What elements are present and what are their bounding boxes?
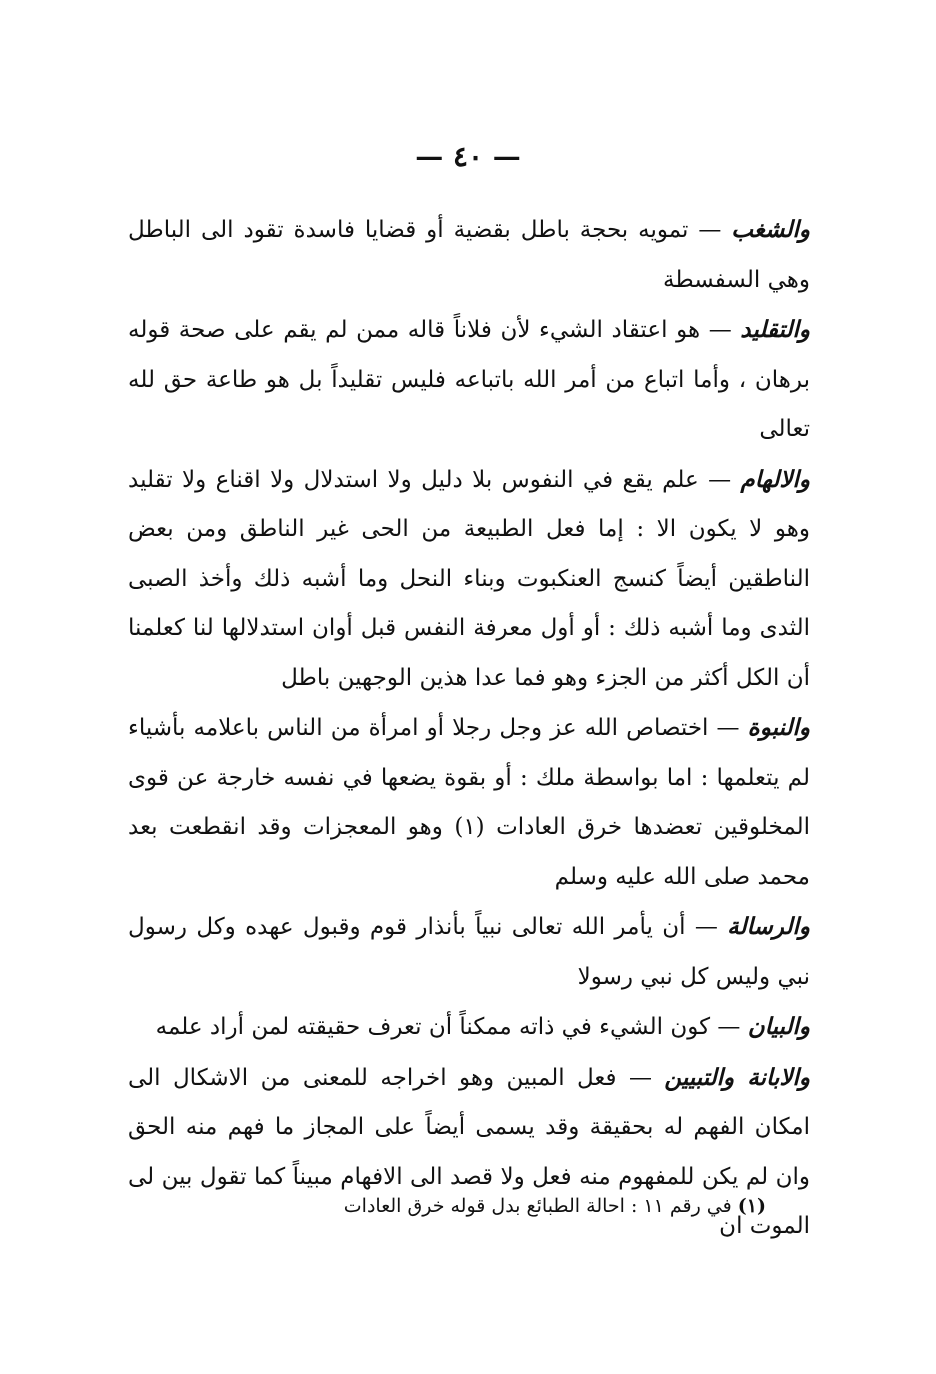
entry-separator: — (698, 466, 741, 493)
page-number: — ٤٠ — (415, 140, 521, 173)
footnote-marker: (١) (737, 1195, 766, 1217)
entry-text: علم يقع في النفوس بلا دليل ولا استدلال ولا اقناع ولا تقليد وهو لا يكون الا : إما فعل الطبيعة من الحى غير الناطق ومن بعض الناطقين أيضاً كنسج العنكبوت وبناء النحل وما أشبه ذلك وأخذ الصبى الثدى وما أشبه ذلك : أو أول معرفة النفس قبل أوان استدلالها لنا كعلمنا أن الكل أكثر من الجزء وهو فما عدا هذين الوجهين باطل (128, 466, 810, 691)
entry-text: كون الشيء في ذاته ممكناً أن تعرف حقيقته لمن أراد علمه (155, 1014, 711, 1040)
entry-separator: — (688, 217, 732, 243)
entry-term: والابانة والتبيين (664, 1063, 810, 1091)
entry-text: اختصاص الله عز وجل رجلا أو امرأة من الناس باعلامه بأشياء لم يتعلمها : اما بواسطة ملك : أو بقوة يضعها في نفسه خارجة عن قوى المخلوقين تعضدها خرق العادات (١) وهو المعجزات وقد انقطعت بعد محمد صلى الله عليه وسلم (128, 715, 811, 890)
entry-separator: — (710, 1014, 748, 1040)
entry-separator: — (685, 914, 728, 940)
entry-separator: — (708, 715, 748, 741)
entry-term: والالهام (740, 465, 810, 493)
definition-entry (128, 703, 810, 902)
entry-term: والتقليد (740, 316, 811, 343)
entry-separator: — (616, 1064, 665, 1091)
entry-term: والنبوة (747, 714, 810, 741)
footnote-text: في رقم ١١ : احالة الطبائع بدل قوله خرق العادات (343, 1195, 732, 1217)
entry-text: فعل المبين وهو اخراجه للمعنى من الاشكال الى امكان الفهم له بحقيقة وقد يسمى أيضاً على المجاز ما فهم منه الحق وان لم يكن للمفهوم منه فعل ولا قصد الى الافهام مبيناً كما تقول بين لى الموت ان (128, 1064, 810, 1239)
entry-term: والبيان (747, 1013, 810, 1040)
entry-separator: — (700, 317, 741, 343)
body-text (128, 205, 810, 1252)
entry-text: هو اعتقاد الشيء لأن فلاناً قاله ممن لم يقم على صحة قوله برهان ، وأما اتباع من أمر الله باتباعه فليس تقليداً بل هو طاعة حق لله تعالى (128, 317, 810, 442)
definition-entry (128, 305, 810, 455)
footnote (206, 1188, 766, 1224)
definition-entry (128, 1002, 810, 1053)
definition-entry (128, 455, 810, 704)
entry-text: أن يأمر الله تعالى نبياً بأنذار قوم وقبول عهده وكل رسول نبي وليس كل نبي رسولا (128, 914, 810, 990)
definition-entry (128, 902, 810, 1002)
entry-text: تمويه بحجة باطل بقضية أو قضايا فاسدة تقود الى الباطل وهي السفسطة (128, 217, 810, 293)
entry-term: والشغب (731, 216, 810, 243)
definition-entry (128, 205, 810, 305)
entry-term: والرسالة (727, 913, 810, 940)
